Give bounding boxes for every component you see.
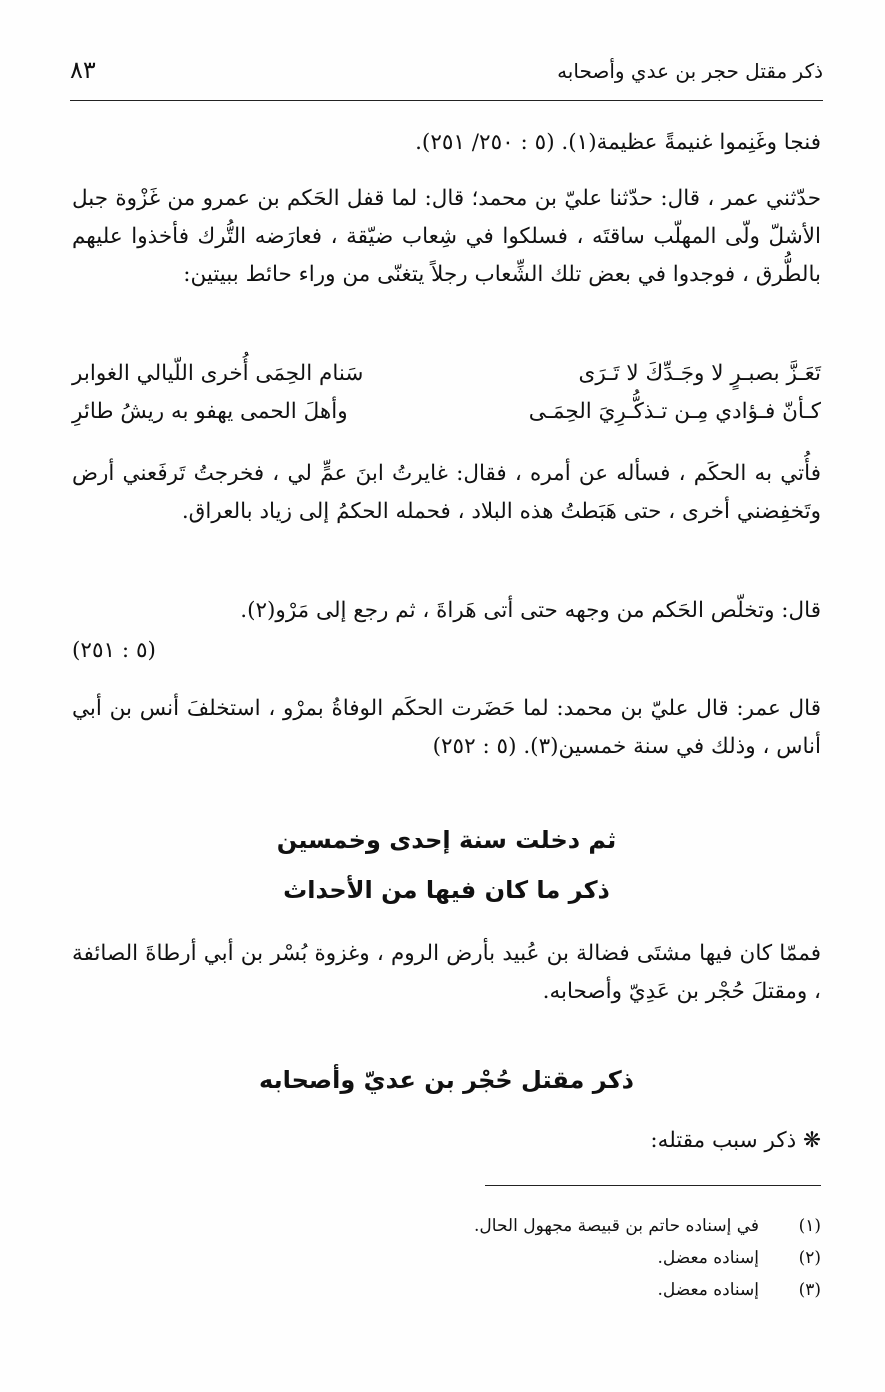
paragraph-1: فنجا وغَنِموا غنيمةً عظيمة(١). (٥ : ٢٥٠/ ٢٥١). [415, 130, 821, 155]
footnote [72, 1242, 821, 1274]
paragraph-2: حدّثني عمر ، قال: حدّثنا عليّ بن محمد؛ قال: لما قفل الحَكم بن عمرو من غَزْوة جبل الأشلّ ولّى المهلّب ساقتَه ، فسلكوا في شِعاب ضيّقة ، فعارَضه التُّرك فأخذوا عليهم بالطُّرق ، فوجدوا في بعض تلك الشِّعاب رجلاً يتغنّى من وراء حائط ببيتين: [72, 186, 821, 287]
verse-second-hemistich: وأهلَ الحمى يهفو به ريشُ طائرِ [72, 399, 348, 424]
sub-item: ❋ ذكر سبب مقتله: [650, 1128, 821, 1153]
footnote-mark: (٢) [798, 1248, 821, 1268]
section-heading-year: ثم دخلت سنة إحدى وخمسين [276, 826, 617, 854]
verse-first-hemistich: تَعَـزَّ بصبـرٍ لا وجَـدِّكَ لا تَـرَى [578, 361, 821, 386]
header-rule [70, 100, 823, 101]
running-header [70, 56, 823, 84]
verse-second-hemistich: سَنام الحِمَى أُخرى اللّيالي الغوابر [72, 361, 364, 386]
footnote [72, 1210, 821, 1242]
running-title: ذكر مقتل حجر بن عدي وأصحابه [557, 59, 823, 83]
section-heading-hujr: ذكر مقتل حُجْر بن عديّ وأصحابه [259, 1066, 634, 1094]
paragraph-4: قال: وتخلّص الحَكم من وجهه حتى أتى هَراةَ ، ثم رجع إلى مَرْو(٢). [240, 598, 821, 623]
poem-verse [72, 355, 821, 393]
footnote-mark: (١) [798, 1216, 821, 1236]
footnote-text: إسناده معضل. [657, 1248, 759, 1268]
section-heading-events: ذكر ما كان فيها من الأحداث [283, 876, 610, 904]
verse-first-hemistich: كـأنّ فـؤادي مِـن تـذكُّـرِيَ الحِمَـى [528, 399, 821, 424]
paragraph-5: قال عمر: قال عليّ بن محمد: لما حَضَرت الحكَم الوفاةُ بمرْو ، استخلفَ أنس بن أبي أناس ، وذلك في سنة خمسين(٣). (٥ : ٢٥٢) [72, 696, 821, 759]
paragraph-3: فأُتي به الحكَم ، فسأله عن أمره ، فقال: غايرتُ ابنَ عمٍّ لي ، فخرجتُ تَرفَعني أرض وتَخفِضني أخرى ، حتى هَبَطتُ هذه البلاد ، فحمله الحكمُ إلى زياد بالعراق. [72, 461, 821, 524]
footnote-rule [485, 1185, 821, 1186]
footnotes [72, 1210, 821, 1306]
footnote-text: إسناده معضل. [657, 1280, 759, 1300]
citation-ref: (٥ : ٢٥١) [72, 638, 156, 663]
page-number: ٨٣ [70, 56, 96, 84]
footnote [72, 1274, 821, 1306]
poem-verse [72, 393, 821, 431]
poem [72, 355, 821, 431]
footnote-mark: (٣) [798, 1280, 821, 1300]
footnote-text: في إسناده حاتم بن قبيصة مجهول الحال. [474, 1216, 759, 1236]
paragraph-6: فممّا كان فيها مشتَى فضالة بن عُبيد بأرض الروم ، وغزوة بُسْر بن أبي أرطاةَ الصائفة ، ومقتلَ حُجْر بن عَدِيّ وأصحابه. [72, 941, 821, 1004]
